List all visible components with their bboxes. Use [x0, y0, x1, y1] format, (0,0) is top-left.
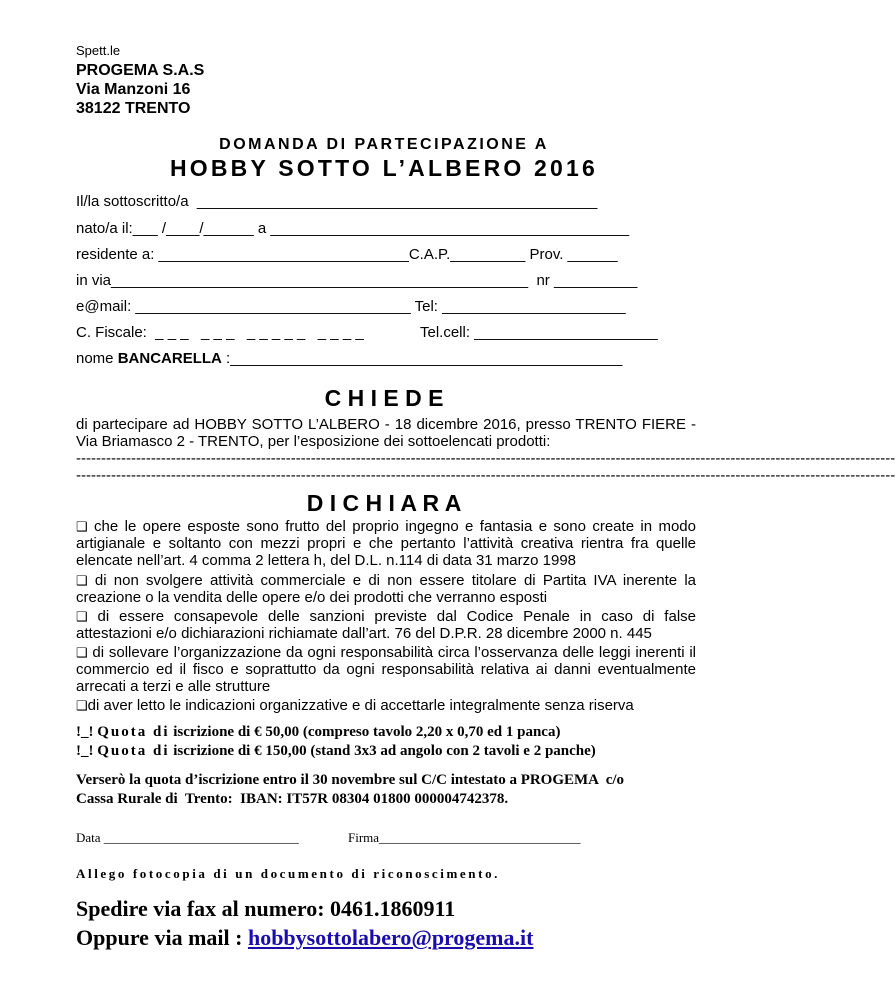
company-street: Via Manzoni 16: [76, 81, 191, 98]
quota-checkbox[interactable]: !_!: [76, 724, 94, 740]
dichiara-item-text: di essere consapevole delle sanzioni previste dal Codice Penale in caso di false attestazioni e/o dichiarazioni richiamate dall’art. 76 del D.P.R. 28 dicembre 2000 n. 445: [76, 608, 696, 642]
dichiara-item: [76, 644, 696, 695]
chiede-text: di partecipare ad HOBBY SOTTO L’ALBERO - 18 dicembre 2016, presso TRENTO FIERE - Via Briamasco 2 - TRENTO, per l’esposizione dei sottoelencati prodotti:: [76, 416, 696, 450]
dichiara-item-text: di non svolgere attività commerciale e di non essere titolare di Partita IVA inerente la creazione o la vendita delle opere e/o dei prodotti che verranno esposti: [76, 572, 696, 606]
quota-text: iscrizione di € 150,00 (stand 3x3 ad angolo con 2 tavoli e 2 panche): [173, 743, 596, 759]
allego-note: Allego fotocopia di un documento di riconoscimento.: [76, 866, 501, 881]
quota-text: iscrizione di € 50,00 (compreso tavolo 2,20 x 0,70 ed 1 panca): [173, 724, 561, 740]
dichiara-title: D I C H I A R A: [306, 490, 462, 516]
nome-bold: BANCARELLA: [117, 350, 222, 367]
checkbox-icon[interactable]: ❑: [76, 645, 88, 660]
quota-prefix: Quota di: [97, 724, 170, 740]
field-residente[interactable]: residente a: ______________________________C.A.P._________ Prov. ______: [76, 246, 618, 263]
dash-line-1: --------------------------------------------------------------------------------------------------------------------------------------------------------------------: [76, 450, 895, 467]
dash-line-2: --------------------------------------------------------------------------------------------------------------------------------------------------------------------: [76, 467, 895, 484]
field-email-tel[interactable]: e@mail: _________________________________ Tel: ______________________: [76, 298, 626, 315]
quota-checkbox[interactable]: !_!: [76, 743, 94, 759]
quota-prefix: Quota di: [97, 743, 170, 759]
dichiara-item-text: di sollevare l’organizzazione da ogni responsabilità circa l’osservanza delle leggi inerenti il commercio ed il fisco e soprattutto da ogni responsabilità relativa ai danni eventualmente arrecati a terzi e alle strutture: [76, 644, 696, 695]
heading-line2: HOBBY SOTTO L’ALBERO 2016: [169, 155, 599, 181]
payment-line2: Cassa Rurale di Trento: IBAN: IT57R 08304 01800 000004742378.: [76, 791, 509, 807]
quota-option-50: [76, 724, 560, 741]
quota-option-150: [76, 743, 596, 760]
checkbox-icon[interactable]: ❑: [76, 698, 88, 713]
field-via[interactable]: in via__________________________________________________ nr __________: [76, 272, 638, 289]
field-codice-fiscale[interactable]: C. Fiscale: _ _ _ _ _ _ _ _ _ _ _ _ _ _ _: [76, 324, 364, 341]
checkbox-icon[interactable]: ❑: [76, 573, 88, 588]
mail-line: [76, 925, 533, 951]
field-sottoscritto[interactable]: Il/la sottoscritto/a ________________________________________________: [76, 193, 598, 210]
dichiara-item-text: che le opere esposte sono frutto del proprio ingegno e fantasia e sono create in modo artigianale e soltanto con mezzi propri e che pertanto l’attività creativa rientra fra quelle elencate nell’art. 4 comma 2 lettera h, del D.L. n.114 di data 31 marzo 1998: [76, 518, 696, 569]
mail-link[interactable]: hobbysottolabero@progema.it: [247, 925, 534, 950]
dichiara-item-text: di aver letto le indicazioni organizzative e di accettarle integralmente senza riserva: [87, 697, 634, 714]
nome-suffix: :_______________________________________________: [221, 350, 623, 367]
checkbox-icon[interactable]: ❑: [76, 519, 88, 534]
dichiara-item: [76, 608, 696, 642]
company-name: PROGEMA S.A.S: [76, 62, 205, 79]
chiede-title: C H I E D E: [324, 385, 444, 411]
field-nato[interactable]: nato/a il:___ /____/______ a ___________________________________________: [76, 220, 630, 237]
dichiara-item: [76, 697, 696, 714]
payment-line1: Verserò la quota d’iscrizione entro il 30 novembre sul C/C intestato a PROGEMA c/o: [76, 772, 625, 788]
heading-line1: DOMANDA DI PARTECIPAZIONE A: [219, 136, 549, 153]
salutation: Spett.le: [76, 43, 121, 58]
mail-prefix: Oppure via mail :: [76, 925, 248, 950]
company-city: 38122 TRENTO: [76, 100, 191, 117]
dichiara-item: [76, 518, 696, 569]
nome-prefix: nome: [76, 350, 118, 367]
dichiara-item: [76, 572, 696, 606]
firma-field[interactable]: Firma_______________________________: [348, 830, 581, 845]
checkbox-icon[interactable]: ❑: [76, 609, 88, 624]
fax-line: Spedire via fax al numero: 0461.1860911: [76, 896, 456, 921]
data-field[interactable]: Data ______________________________: [76, 830, 299, 845]
field-nome-bancarella[interactable]: [76, 350, 622, 367]
field-tel-cell[interactable]: Tel.cell: ______________________: [420, 324, 658, 341]
